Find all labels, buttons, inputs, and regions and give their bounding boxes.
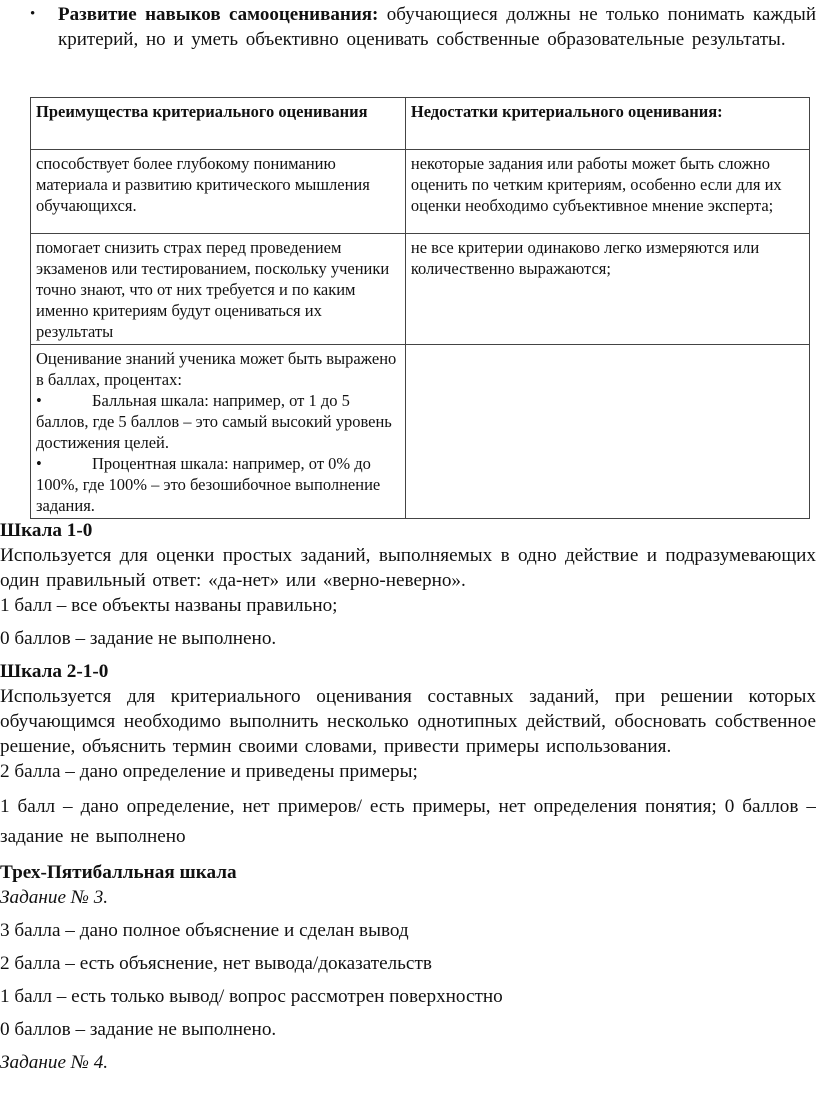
task-label: Задание № 3. xyxy=(0,887,109,908)
scale-bullet-percent xyxy=(36,453,400,516)
score-line: 0 баллов – задание не выполнено. xyxy=(0,628,277,649)
score-line: 2 балла – дано определение и приведены примеры; xyxy=(0,761,418,782)
section-description: Используется для оценки простых заданий, выполняемых в одно действие и подразумевающих один правильный ответ: «да-нет» или «верно-неверно». xyxy=(0,545,816,591)
score-line: 0 баллов – задание не выполнено. xyxy=(0,1019,277,1040)
table-cell: помогает снизить страх перед проведением экзаменов или тестированием, поскольку ученики точно знают, что от них требуется и по каким именно критериям будут оцениваться их результаты xyxy=(31,234,406,345)
score-line: 1 балл – есть только вывод/ вопрос рассмотрен поверхностно xyxy=(0,986,503,1007)
section-description: Используется для критериального оценивания составных заданий, при решении которых обучающимся необходимо выполнить несколько однотипных действий, обосновать собственное решение, объяснить термин своими словами, привести примеры использования. xyxy=(0,686,816,757)
scale-bullet-points xyxy=(36,390,400,453)
bullet-bold-lead: Развитие навыков самооценивания: xyxy=(58,4,379,25)
scale-points-text: Балльная шкала: например, от 1 до 5 баллов, где 5 баллов – это самый высокий уровень достижения целей. xyxy=(36,391,392,452)
bullet-body: обучающиеся должны не только понимать каждый критерий, но и уметь объективно оценивать собственные образовательные результаты. xyxy=(58,4,816,50)
header-advantages: Преимущества критериального оценивания xyxy=(31,98,406,150)
score-line: 1 балл – все объекты названы правильно; xyxy=(0,595,338,616)
score-line: 2 балла – есть объяснение, нет вывода/доказательств xyxy=(0,953,432,974)
section-heading: Шкала 2-1-0 xyxy=(0,661,109,682)
criteria-table xyxy=(30,97,810,519)
bullet-marker: • xyxy=(36,391,42,410)
score-line: 3 балла – дано полное объяснение и сделан вывод xyxy=(0,920,409,941)
table-cell-scales xyxy=(31,345,406,519)
body-text xyxy=(0,518,816,1075)
table-row xyxy=(31,150,810,234)
table-cell: не все критерии одинаково легко измеряются или количественно выражаются; xyxy=(405,234,809,345)
bullet-marker: • xyxy=(30,6,36,22)
bullet-marker: • xyxy=(36,454,42,473)
table-row xyxy=(31,345,810,519)
table-cell-empty xyxy=(405,345,809,519)
scale-percent-text: Процентная шкала: например, от 0% до 100%, где 100% – это безошибочное выполнение задания. xyxy=(36,454,381,515)
scales-intro: Оценивание знаний ученика может быть выражено в баллах, процентах: xyxy=(36,349,397,389)
table-cell: некоторые задания или работы может быть сложно оценить по четким критериям, особенно если для их оценки необходимо субъективное мнение эксперта; xyxy=(405,150,809,234)
table-header-row xyxy=(31,98,810,150)
score-line: 1 балл – дано определение, нет примеров/ есть примеры, нет определения понятия; 0 баллов – задание не выполнено xyxy=(0,796,816,847)
bullet-paragraph xyxy=(30,2,816,52)
task-label: Задание № 4. xyxy=(0,1052,109,1073)
header-disadvantages: Недостатки критериального оценивания: xyxy=(405,98,809,150)
table-cell: способствует более глубокому пониманию материала и развитию критического мышления обучающихся. xyxy=(31,150,406,234)
section-heading: Шкала 1-0 xyxy=(0,520,93,541)
section-heading: Трех-Пятибалльная шкала xyxy=(0,862,237,883)
table-row xyxy=(31,234,810,345)
bullet-text xyxy=(58,2,816,52)
